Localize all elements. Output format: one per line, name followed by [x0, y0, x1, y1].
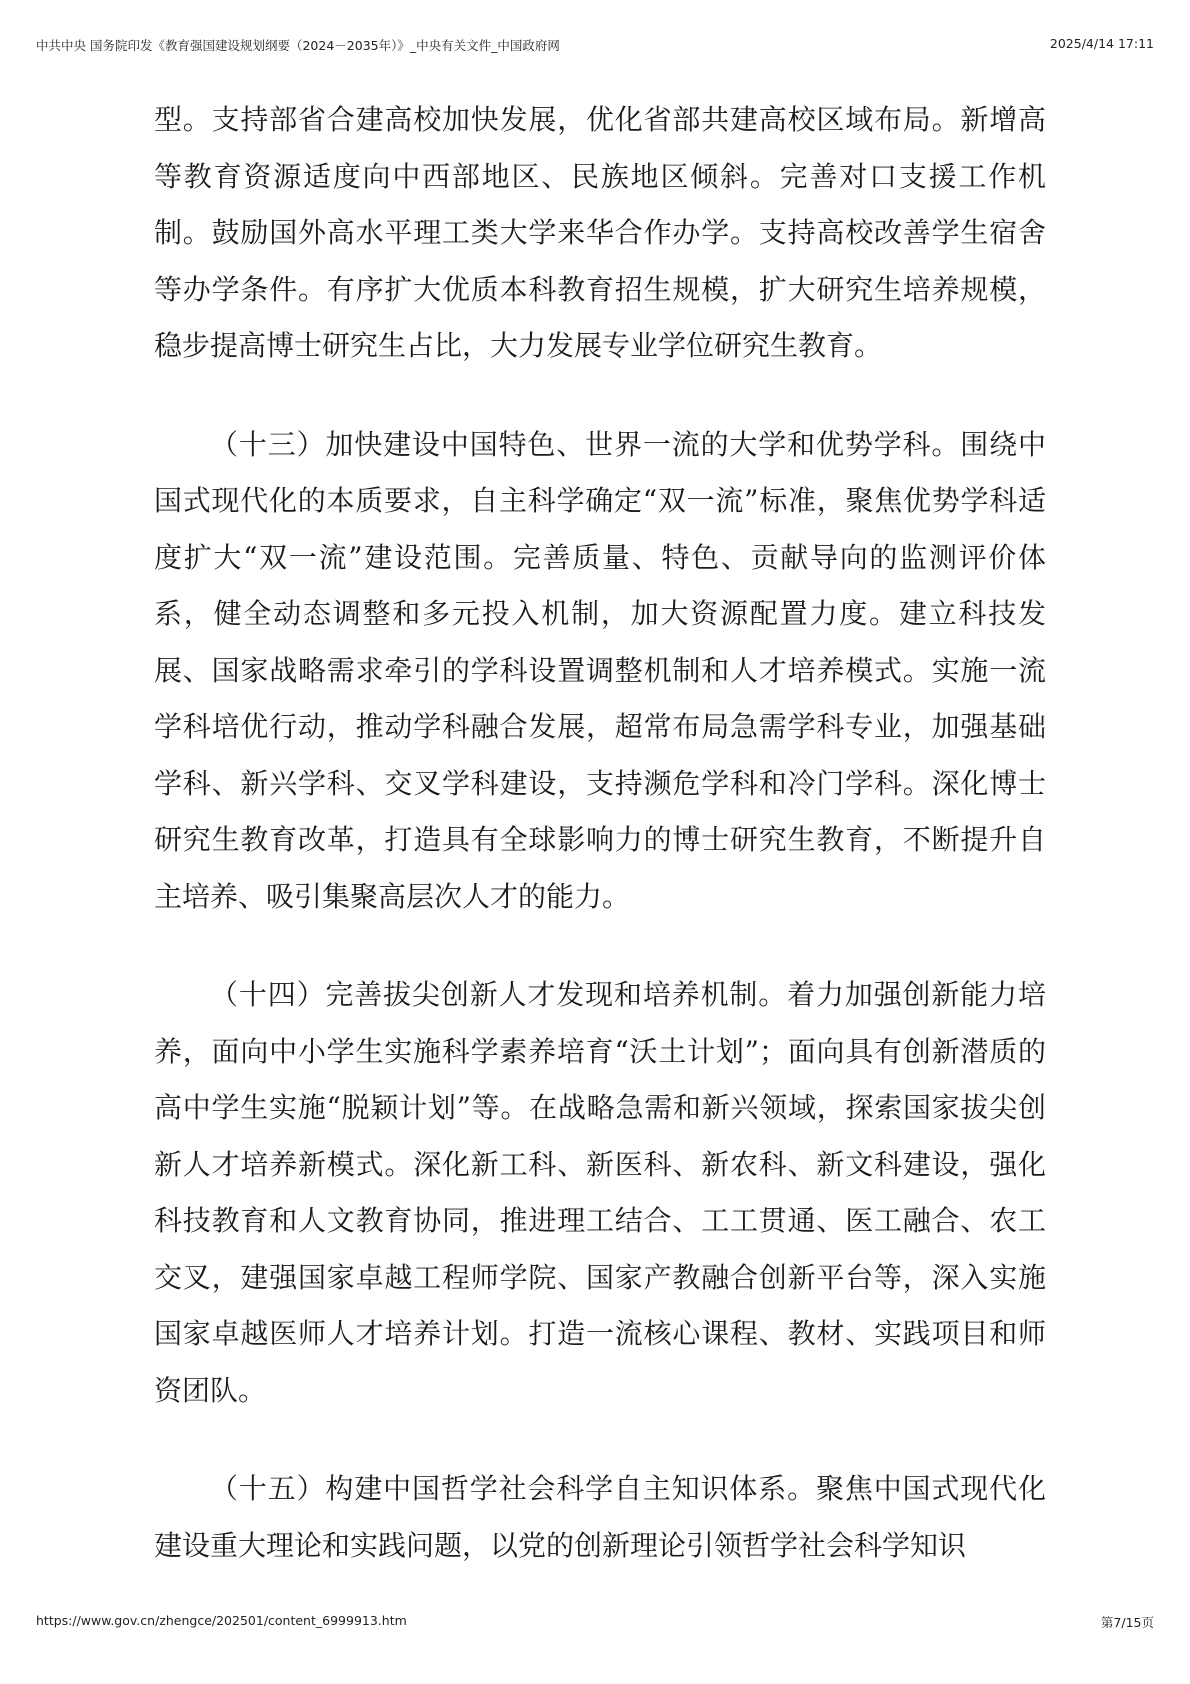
document-title: 中共中央 国务院印发《教育强国建设规划纲要（2024－2035年）》_中央有关文件_中国政府网 [36, 38, 560, 53]
print-header [36, 36, 1154, 54]
paragraph-continuation: 型。支持部省合建高校加快发展，优化省部共建高校区域布局。新增高等教育资源适度向中西部地区、民族地区倾斜。完善对口支援工作机制。鼓励国外高水平理工类大学来华合作办学。支持高校改善学生宿舍等办学条件。有序扩大优质本科教育招生规模，扩大研究生培养规模，稳步提高博士研究生占比，大力发展专业学位研究生教育。 [154, 103, 1046, 362]
document-body [154, 92, 1046, 1574]
source-url: https://www.gov.cn/zhengce/202501/content_6999913.htm [36, 1613, 407, 1628]
paragraph-section-14: （十四）完善拔尖创新人才发现和培养机制。着力加强创新能力培养，面向中小学生实施科学素养培育“沃土计划”；面向具有创新潜质的高中学生实施“脱颖计划”等。在战略急需和新兴领域，探索国家拔尖创新人才培养新模式。深化新工科、新医科、新农科、新文科建设，强化科技教育和人文教育协同，推进理工结合、工工贯通、医工融合、农工交叉，建强国家卓越工程师学院、国家产教融合创新平台等，深入实施国家卓越医师人才培养计划。打造一流核心课程、教材、实践项目和师资团队。 [154, 978, 1046, 1407]
page-number: 第7/15页 [1100, 1615, 1154, 1630]
paragraph-section-15: （十五）构建中国哲学社会科学自主知识体系。聚焦中国式现代化建设重大理论和实践问题，以党的创新理论引领哲学社会科学知识 [154, 1472, 1046, 1562]
print-footer [36, 1613, 1154, 1631]
print-datetime: 2025/4/14 17:11 [1049, 36, 1154, 51]
paragraph-section-13: （十三）加快建设中国特色、世界一流的大学和优势学科。围绕中国式现代化的本质要求，自主科学确定“双一流”标准，聚焦优势学科适度扩大“双一流”建设范围。完善质量、特色、贡献导向的监测评价体系，健全动态调整和多元投入机制，加大资源配置力度。建立科技发展、国家战略需求牵引的学科设置调整机制和人才培养模式。实施一流学科培优行动，推动学科融合发展，超常布局急需学科专业，加强基础学科、新兴学科、交叉学科建设，支持濒危学科和冷门学科。深化博士研究生教育改革，打造具有全球影响力的博士研究生教育，不断提升自主培养、吸引集聚高层次人才的能力。 [154, 427, 1046, 913]
